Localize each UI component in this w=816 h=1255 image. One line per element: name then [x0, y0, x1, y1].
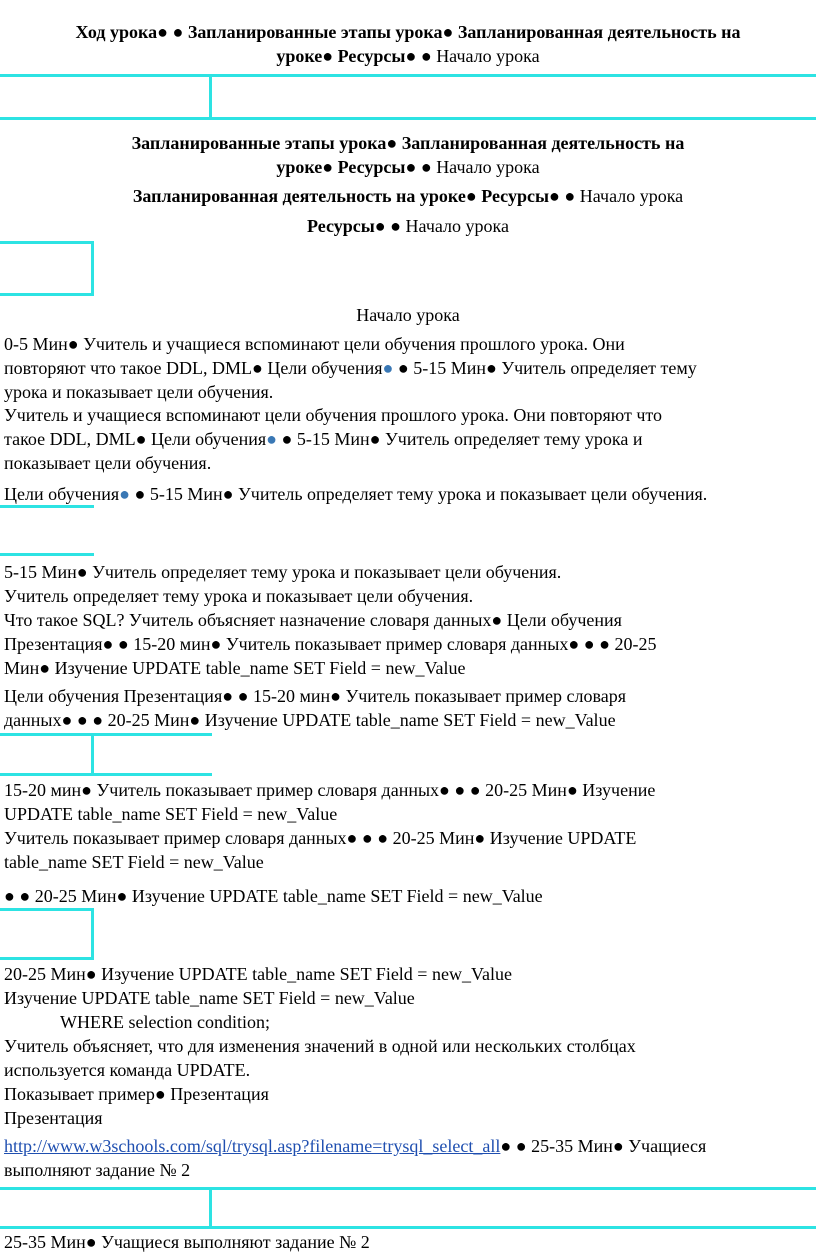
paragraph-5	[0, 684, 816, 732]
header-line-2-bold: уроке● Ресурсы● ●	[276, 46, 432, 66]
section-resources	[0, 214, 816, 238]
box-border-right	[91, 908, 94, 960]
header-line-2-normal: Начало урока	[431, 46, 540, 66]
section-line-2-bold: уроке● Ресурсы● ●	[276, 157, 432, 177]
p8-line-5: используется команда UPDATE.	[4, 1060, 251, 1080]
header-line-1: Ход урока● ● Запланированные этапы урока● Запланированная деятельность на	[75, 22, 741, 42]
p8-line-3: WHERE selection condition;	[60, 1012, 270, 1032]
start-title: Начало урока	[356, 305, 460, 325]
p4-line-5: Мин● Изучение UPDATE table_name SET Field = new_Value	[4, 658, 466, 678]
p2-line-1: Учитель и учащиеся вспоминают цели обучения прошлого урока. Они повторяют что	[4, 405, 663, 425]
box-border-top	[0, 908, 94, 911]
p6-line-3: Учитель показывает пример словаря данных● ● ● 20-25 Мин● Изучение UPDATE	[4, 828, 637, 848]
p6-line-2: UPDATE table_name SET Field = new_Value	[4, 804, 338, 824]
underline-rule	[0, 505, 94, 508]
box-border-right	[91, 733, 94, 775]
box-border-right	[91, 241, 94, 296]
box-border-bottom	[0, 957, 94, 960]
p3-a: Цели обучения	[4, 484, 120, 504]
table-border-divider	[209, 1187, 212, 1229]
header-title	[0, 20, 816, 68]
p4-line-1: 5-15 Мин● Учитель определяет тему урока и показывает цели обучения.	[4, 562, 562, 582]
paragraph-7: ● ● 20-25 Мин● Изучение UPDATE table_name SET Field = new_Value	[4, 886, 543, 906]
paragraph-8	[0, 962, 816, 1182]
table-border-top	[0, 74, 816, 77]
table-border-bottom	[0, 117, 816, 120]
table-border-divider	[209, 74, 212, 120]
p8-line-8b: ● ● 25-35 Мин● Учащиеся	[500, 1136, 707, 1156]
p8-line-4: Учитель объясняет, что для изменения значений в одной или нескольких столбцах	[4, 1036, 636, 1056]
blue-dot-icon: ●	[119, 484, 131, 504]
box-border-bottom	[0, 293, 94, 296]
p1-line-2a: повторяют что такое DDL, DML● Цели обучения	[4, 358, 383, 378]
p8-line-7: Презентация	[4, 1108, 103, 1128]
section-bold: Ресурсы● ●	[307, 216, 402, 236]
p6-line-4: table_name SET Field = new_Value	[4, 852, 264, 872]
underline-rule	[0, 553, 94, 556]
p2-line-2a: такое DDL, DML● Цели обучения	[4, 429, 267, 449]
p1-line-2b: ● 5-15 Мин● Учитель определяет тему	[393, 358, 697, 378]
blue-dot-icon: ●	[382, 358, 394, 378]
p5-line-1: Цели обучения Презентация● ● 15-20 мин● Учитель показывает пример словаря	[4, 686, 627, 706]
section-planned-stages	[0, 131, 816, 179]
box-border-top	[0, 241, 94, 244]
section-bold: Запланированная деятельность на уроке● Ресурсы● ●	[132, 186, 576, 206]
box-border-bottom	[0, 773, 212, 776]
paragraph-4	[0, 560, 816, 680]
p1-line-1: 0-5 Мин● Учитель и учащиеся вспоминают цели обучения прошлого урока. Они	[4, 334, 625, 354]
p5-line-2: данных● ● ● 20-25 Мин● Изучение UPDATE table_name SET Field = new_Value	[4, 710, 616, 730]
table-border-bottom	[0, 1226, 816, 1229]
section-normal: Начало урока	[575, 186, 684, 206]
w3schools-link[interactable]: http://www.w3schools.com/sql/trysql.asp?filename=trysql_select_all	[4, 1136, 501, 1156]
p4-line-2: Учитель определяет тему урока и показывает цели обучения.	[4, 586, 474, 606]
p4-line-4: Презентация● ● 15-20 мин● Учитель показывает пример словаря данных● ● ● 20-25	[4, 634, 657, 654]
box-border-top	[0, 733, 212, 736]
section-line-2-normal: Начало урока	[431, 157, 540, 177]
section-planned-activity	[0, 184, 816, 208]
p4-line-3: Что такое SQL? Учитель объясняет назначение словаря данных● Цели обучения	[4, 610, 622, 630]
paragraph-3	[0, 482, 816, 506]
p8-line-9: выполняют задание № 2	[4, 1160, 191, 1180]
paragraph-1	[0, 332, 816, 404]
paragraph-2	[0, 403, 816, 475]
section-line-1: Запланированные этапы урока● Запланированная деятельность на	[131, 133, 685, 153]
p6-line-1: 15-20 мин● Учитель показывает пример словаря данных● ● ● 20-25 Мин● Изучение	[4, 780, 656, 800]
table-border-top	[0, 1187, 816, 1190]
p2-line-3: показывает цели обучения.	[4, 453, 212, 473]
p8-line-6: Показывает пример● Презентация	[4, 1084, 269, 1104]
p2-line-2b: ● 5-15 Мин● Учитель определяет тему урока и	[277, 429, 643, 449]
p1-line-3: урока и показывает цели обучения.	[4, 382, 274, 402]
section-normal: Начало урока	[401, 216, 509, 236]
p3-b: ● 5-15 Мин● Учитель определяет тему урока и показывает цели обучения.	[130, 484, 708, 504]
paragraph-9: 25-35 Мин● Учащиеся выполняют задание № 2	[4, 1232, 370, 1252]
p8-line-1: 20-25 Мин● Изучение UPDATE table_name SET Field = new_Value	[4, 964, 512, 984]
p8-line-2: Изучение UPDATE table_name SET Field = new_Value	[4, 988, 415, 1008]
paragraph-6	[0, 778, 816, 874]
blue-dot-icon: ●	[266, 429, 278, 449]
